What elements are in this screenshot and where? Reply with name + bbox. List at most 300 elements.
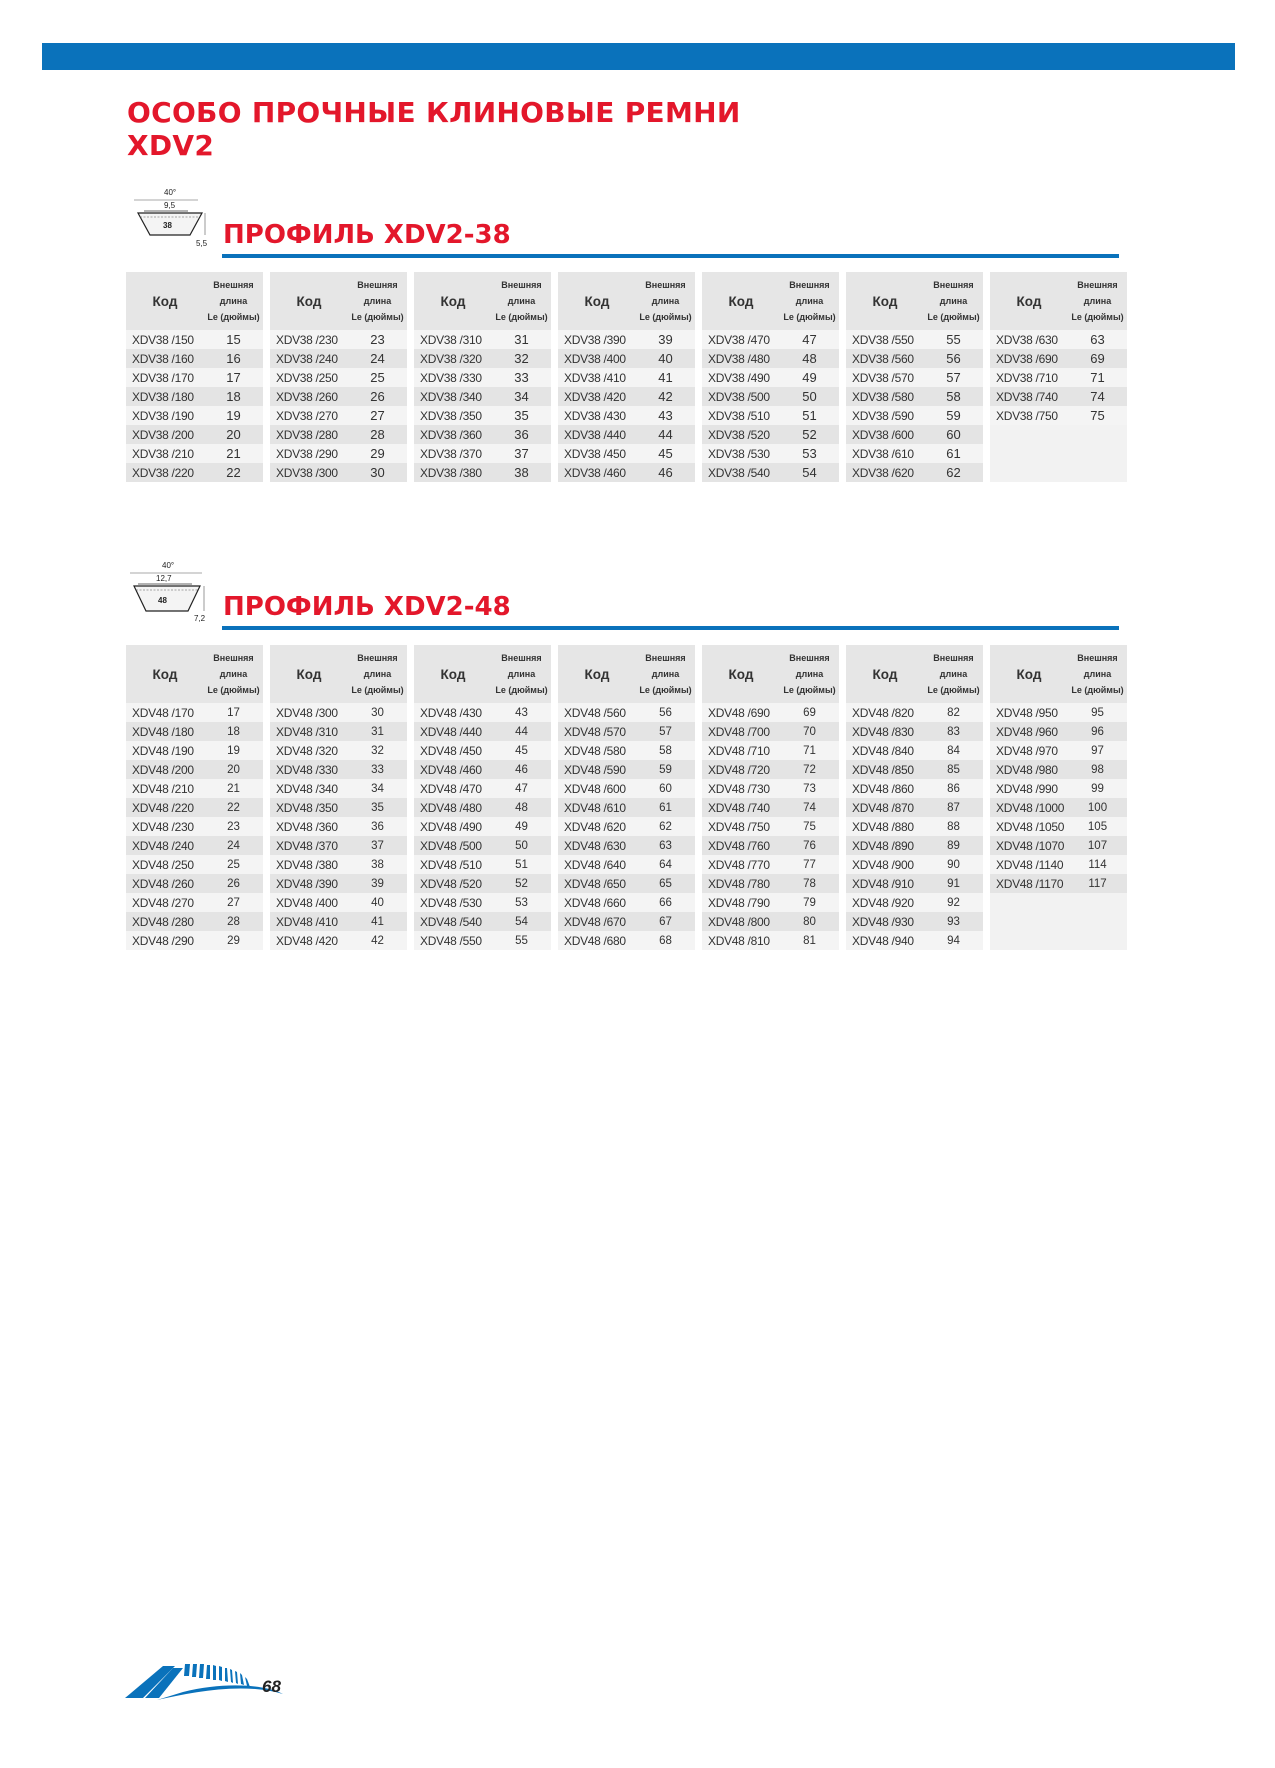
belt-code-cell: XDV38 /190 <box>132 408 194 423</box>
header-length <box>1068 277 1127 325</box>
belt-length-cell: 22 <box>227 801 240 814</box>
table-row <box>270 779 407 798</box>
belt-code-cell: XDV48 /470 <box>420 781 482 796</box>
length-table-column <box>558 645 695 950</box>
table-body <box>846 703 983 950</box>
belt-length-cell: 27 <box>227 896 240 909</box>
belt-length-cell: 33 <box>514 370 529 385</box>
belt-length-cell: 69 <box>1090 351 1105 366</box>
header-length-line: Внешняя <box>645 653 686 663</box>
table-row <box>702 722 839 741</box>
belt-length-cell: 40 <box>371 896 384 909</box>
table-row <box>558 444 695 463</box>
belt-profile-diagram-48 <box>126 559 216 639</box>
belt-length-cell: 19 <box>227 744 240 757</box>
table-row <box>558 760 695 779</box>
belt-code-cell: XDV38 /590 <box>852 408 914 423</box>
table-body <box>414 703 551 950</box>
table-row <box>414 779 551 798</box>
belt-length-cell: 85 <box>947 763 960 776</box>
table-row <box>126 798 263 817</box>
belt-length-cell: 25 <box>370 370 385 385</box>
table-row <box>846 836 983 855</box>
table-row <box>270 855 407 874</box>
belt-length-cell: 77 <box>803 858 816 871</box>
belt-code-cell: XDV48 /590 <box>564 762 626 777</box>
header-code: Код <box>1016 293 1042 309</box>
belt-length-cell: 26 <box>227 877 240 890</box>
table-row <box>126 817 263 836</box>
length-table-column <box>126 645 263 950</box>
table-row <box>126 779 263 798</box>
belt-code-cell: XDV48 /240 <box>132 838 194 853</box>
belt-code-cell: XDV48 /430 <box>420 705 482 720</box>
belt-length-cell: 52 <box>802 427 817 442</box>
header-length-line: длина <box>219 296 248 306</box>
table-row <box>126 931 263 950</box>
belt-length-cell: 26 <box>370 389 385 404</box>
belt-length-cell: 65 <box>659 877 672 890</box>
header-code: Код <box>728 293 754 309</box>
table-header <box>270 645 407 703</box>
belt-length-cell: 63 <box>659 839 672 852</box>
belt-length-cell: 15 <box>226 332 241 347</box>
table-row <box>270 722 407 741</box>
belt-length-cell: 38 <box>371 858 384 871</box>
belt-length-cell: 39 <box>658 332 673 347</box>
belt-length-cell: 40 <box>658 351 673 366</box>
belt-length-cell: 44 <box>658 427 673 442</box>
belt-length-cell: 28 <box>227 915 240 928</box>
belt-length-cell: 87 <box>947 801 960 814</box>
belt-code-cell: XDV38 /310 <box>420 332 482 347</box>
belt-length-cell: 59 <box>946 408 961 423</box>
belt-code-cell: XDV48 /250 <box>132 857 194 872</box>
header-length-line: длина <box>363 296 392 306</box>
header-length-line: Внешняя <box>501 653 542 663</box>
header-length <box>348 650 407 698</box>
belt-length-cell: 34 <box>514 389 529 404</box>
table-row <box>414 425 551 444</box>
table-row <box>558 463 695 482</box>
header-code: Код <box>872 293 898 309</box>
length-table-column <box>702 272 839 482</box>
belt-length-cell: 54 <box>515 915 528 928</box>
table-row <box>990 855 1127 874</box>
length-table-column <box>990 272 1127 482</box>
belt-length-cell: 49 <box>802 370 817 385</box>
table-row <box>558 387 695 406</box>
header-length-line: длина <box>1083 669 1112 679</box>
belt-code-cell: XDV48 /560 <box>564 705 626 720</box>
profile-section-xdv2-38 <box>126 186 1124 486</box>
belt-code-cell: XDV48 /1140 <box>996 857 1064 872</box>
belt-length-cell: 18 <box>227 725 240 738</box>
belt-code-cell: XDV48 /600 <box>564 781 626 796</box>
belt-length-cell: 47 <box>515 782 528 795</box>
table-header <box>558 272 695 330</box>
table-row <box>846 893 983 912</box>
table-row <box>702 836 839 855</box>
belt-length-cell: 59 <box>659 763 672 776</box>
profile-title: ПРОФИЛЬ XDV2-38 <box>223 220 511 250</box>
belt-length-cell: 38 <box>514 465 529 480</box>
length-table-column <box>414 645 551 950</box>
belt-length-cell: 61 <box>946 446 961 461</box>
belt-length-cell: 64 <box>659 858 672 871</box>
header-length-line: Внешняя <box>213 280 254 290</box>
header-length-line: длина <box>939 296 968 306</box>
table-row <box>846 463 983 482</box>
belt-code-cell: XDV48 /680 <box>564 933 626 948</box>
table-header <box>990 272 1127 330</box>
length-table-column <box>846 645 983 950</box>
table-row <box>702 406 839 425</box>
belt-code-cell: XDV38 /630 <box>996 332 1058 347</box>
belt-code-cell: XDV38 /280 <box>276 427 338 442</box>
diagram-height: 5,5 <box>196 239 208 248</box>
table-row <box>702 931 839 950</box>
belt-code-cell: XDV48 /1170 <box>996 876 1064 891</box>
table-row <box>414 912 551 931</box>
table-row <box>558 855 695 874</box>
belt-code-cell: XDV48 /870 <box>852 800 914 815</box>
table-row <box>990 760 1127 779</box>
belt-length-cell: 17 <box>226 370 241 385</box>
belt-code-cell: XDV48 /540 <box>420 914 482 929</box>
header-length-line: Le (дюймы) <box>495 685 548 695</box>
table-row <box>702 893 839 912</box>
table-row <box>702 798 839 817</box>
page-title-line-1: ОСОБО ПРОЧНЫЕ КЛИНОВЫЕ РЕМНИ <box>127 96 741 129</box>
profile-underline <box>222 254 1119 258</box>
table-row <box>126 330 263 349</box>
belt-code-cell: XDV38 /750 <box>996 408 1058 423</box>
table-row <box>270 425 407 444</box>
table-row <box>990 368 1127 387</box>
table-row <box>702 425 839 444</box>
header-length <box>780 650 839 698</box>
table-row <box>990 817 1127 836</box>
table-row <box>846 444 983 463</box>
header-length <box>636 277 695 325</box>
table-row <box>558 836 695 855</box>
belt-length-cell: 71 <box>1090 370 1105 385</box>
table-row <box>558 330 695 349</box>
profile-underline <box>222 626 1119 630</box>
belt-code-cell: XDV48 /630 <box>564 838 626 853</box>
table-row <box>846 741 983 760</box>
table-row <box>846 779 983 798</box>
table-row <box>558 741 695 760</box>
table-body <box>990 703 1127 893</box>
belt-code-cell: XDV48 /790 <box>708 895 770 910</box>
belt-length-cell: 84 <box>947 744 960 757</box>
belt-code-cell: XDV48 /950 <box>996 705 1058 720</box>
table-row <box>846 760 983 779</box>
header-length-line: длина <box>795 296 824 306</box>
belt-length-cell: 23 <box>370 332 385 347</box>
belt-length-cell: 53 <box>802 446 817 461</box>
table-row <box>126 425 263 444</box>
belt-code-cell: XDV48 /570 <box>564 724 626 739</box>
belt-length-cell: 52 <box>515 877 528 890</box>
header-length <box>636 650 695 698</box>
table-header <box>702 645 839 703</box>
belt-code-cell: XDV48 /340 <box>276 781 338 796</box>
belt-code-cell: XDV48 /970 <box>996 743 1058 758</box>
header-length-line: Внешняя <box>357 280 398 290</box>
belt-length-cell: 86 <box>947 782 960 795</box>
belt-length-cell: 88 <box>947 820 960 833</box>
table-row <box>270 893 407 912</box>
top-blue-bar <box>42 43 1235 70</box>
table-row <box>270 836 407 855</box>
header-length <box>492 277 551 325</box>
table-row <box>126 741 263 760</box>
header-code: Код <box>440 666 466 682</box>
belt-length-cell: 94 <box>947 934 960 947</box>
belt-code-cell: XDV48 /550 <box>420 933 482 948</box>
table-row <box>990 722 1127 741</box>
belt-length-cell: 21 <box>227 782 240 795</box>
table-row <box>558 931 695 950</box>
belt-code-cell: XDV38 /550 <box>852 332 914 347</box>
table-row <box>126 893 263 912</box>
belt-length-cell: 37 <box>371 839 384 852</box>
diagram-angle: 40° <box>162 561 175 570</box>
table-row <box>702 703 839 722</box>
length-table-column <box>270 645 407 950</box>
belt-code-cell: XDV38 /690 <box>996 351 1058 366</box>
header-code: Код <box>728 666 754 682</box>
table-header <box>558 645 695 703</box>
table-row <box>558 368 695 387</box>
belt-code-cell: XDV48 /220 <box>132 800 194 815</box>
table-row <box>846 722 983 741</box>
belt-length-cell: 36 <box>514 427 529 442</box>
table-row <box>846 330 983 349</box>
header-length-line: Внешняя <box>1077 280 1118 290</box>
belt-length-cell: 74 <box>803 801 816 814</box>
belt-length-cell: 35 <box>514 408 529 423</box>
belt-code-cell: XDV38 /740 <box>996 389 1058 404</box>
length-table-column <box>990 645 1127 950</box>
table-row <box>270 330 407 349</box>
table-row <box>990 703 1127 722</box>
belt-length-cell: 42 <box>371 934 384 947</box>
belt-length-cell: 71 <box>803 744 816 757</box>
belt-code-cell: XDV48 /190 <box>132 743 194 758</box>
header-length-line: Внешняя <box>357 653 398 663</box>
table-body <box>126 703 263 950</box>
belt-code-cell: XDV38 /710 <box>996 370 1058 385</box>
table-row <box>558 779 695 798</box>
belt-length-cell: 49 <box>515 820 528 833</box>
header-length-line: Le (дюймы) <box>207 685 260 695</box>
table-row <box>414 444 551 463</box>
belt-code-cell: XDV48 /260 <box>132 876 194 891</box>
header-code: Код <box>152 293 178 309</box>
belt-length-cell: 117 <box>1088 877 1107 890</box>
table-row <box>702 349 839 368</box>
table-row <box>270 387 407 406</box>
belt-code-cell: XDV48 /920 <box>852 895 914 910</box>
belt-code-cell: XDV38 /290 <box>276 446 338 461</box>
table-body <box>558 330 695 482</box>
table-row <box>270 912 407 931</box>
length-table-column <box>846 272 983 482</box>
belt-code-cell: XDV48 /420 <box>276 933 338 948</box>
belt-length-cell: 30 <box>370 465 385 480</box>
table-row <box>270 874 407 893</box>
header-length-line: Внешняя <box>933 653 974 663</box>
belt-code-cell: XDV38 /360 <box>420 427 482 442</box>
belt-length-cell: 80 <box>803 915 816 928</box>
belt-code-cell: XDV48 /850 <box>852 762 914 777</box>
header-length-line: Внешняя <box>645 280 686 290</box>
belt-code-cell: XDV48 /390 <box>276 876 338 891</box>
length-table-column <box>414 272 551 482</box>
belt-length-cell: 20 <box>226 427 241 442</box>
belt-code-cell: XDV48 /740 <box>708 800 770 815</box>
belt-code-cell: XDV48 /350 <box>276 800 338 815</box>
belt-code-cell: XDV48 /500 <box>420 838 482 853</box>
belt-length-cell: 23 <box>227 820 240 833</box>
table-body <box>846 330 983 482</box>
table-row <box>414 855 551 874</box>
belt-code-cell: XDV48 /650 <box>564 876 626 891</box>
header-code: Код <box>872 666 898 682</box>
table-row <box>414 463 551 482</box>
belt-length-cell: 67 <box>659 915 672 928</box>
table-row <box>126 387 263 406</box>
belt-length-cell: 45 <box>658 446 673 461</box>
belt-length-cell: 53 <box>515 896 528 909</box>
belt-length-cell: 72 <box>803 763 816 776</box>
belt-length-cell: 90 <box>947 858 960 871</box>
belt-length-cell: 35 <box>371 801 384 814</box>
table-row <box>414 368 551 387</box>
header-length-line: длина <box>507 669 536 679</box>
belt-code-cell: XDV38 /500 <box>708 389 770 404</box>
table-row <box>270 349 407 368</box>
table-row <box>270 931 407 950</box>
belt-code-cell: XDV48 /710 <box>708 743 770 758</box>
belt-length-cell: 39 <box>371 877 384 890</box>
table-row <box>702 760 839 779</box>
table-row <box>558 817 695 836</box>
belt-code-cell: XDV48 /930 <box>852 914 914 929</box>
table-row <box>846 703 983 722</box>
header-length-line: Le (дюймы) <box>495 312 548 322</box>
belt-length-cell: 62 <box>946 465 961 480</box>
belt-length-cell: 43 <box>658 408 673 423</box>
belt-length-cell: 58 <box>659 744 672 757</box>
table-row <box>846 798 983 817</box>
belt-code-cell: XDV38 /570 <box>852 370 914 385</box>
length-table-column <box>126 272 263 482</box>
belt-length-cell: 57 <box>946 370 961 385</box>
table-row <box>702 444 839 463</box>
belt-length-cell: 107 <box>1087 839 1108 852</box>
header-length-line: Внешняя <box>789 653 830 663</box>
belt-code-cell: XDV38 /540 <box>708 465 770 480</box>
belt-length-cell: 37 <box>514 446 529 461</box>
belt-code-cell: XDV48 /760 <box>708 838 770 853</box>
table-body <box>990 330 1127 425</box>
table-row <box>990 330 1127 349</box>
belt-code-cell: XDV48 /480 <box>420 800 482 815</box>
belt-code-cell: XDV38 /420 <box>564 389 626 404</box>
belt-code-cell: XDV38 /490 <box>708 370 770 385</box>
header-length-line: длина <box>939 669 968 679</box>
profile-title: ПРОФИЛЬ XDV2-48 <box>223 592 511 622</box>
table-row <box>558 874 695 893</box>
table-header <box>846 645 983 703</box>
belt-length-cell: 42 <box>658 389 673 404</box>
table-row <box>990 406 1127 425</box>
belt-code-cell: XDV48 /940 <box>852 933 914 948</box>
header-length-line: длина <box>795 669 824 679</box>
table-row <box>414 703 551 722</box>
belt-length-cell: 20 <box>227 763 240 776</box>
table-row <box>126 912 263 931</box>
header-length-line: длина <box>651 669 680 679</box>
table-row <box>846 368 983 387</box>
belt-length-cell: 75 <box>1090 408 1105 423</box>
table-row <box>126 722 263 741</box>
belt-code-cell: XDV48 /880 <box>852 819 914 834</box>
header-length <box>780 277 839 325</box>
table-row <box>126 463 263 482</box>
table-header <box>990 645 1127 703</box>
belt-code-cell: XDV48 /490 <box>420 819 482 834</box>
table-row <box>702 387 839 406</box>
table-row <box>126 349 263 368</box>
belt-length-cell: 114 <box>1088 858 1107 871</box>
belt-code-cell: XDV38 /240 <box>276 351 338 366</box>
table-row <box>702 912 839 931</box>
table-row <box>414 722 551 741</box>
belt-length-cell: 63 <box>1090 332 1105 347</box>
header-length-line: Le (дюймы) <box>639 312 692 322</box>
belt-code-cell: XDV38 /510 <box>708 408 770 423</box>
belt-length-cell: 28 <box>370 427 385 442</box>
belt-code-cell: XDV48 /780 <box>708 876 770 891</box>
table-row <box>126 760 263 779</box>
belt-length-cell: 32 <box>514 351 529 366</box>
table-header <box>414 645 551 703</box>
table-row <box>990 874 1127 893</box>
header-length-line: Le (дюймы) <box>927 312 980 322</box>
header-length-line: длина <box>363 669 392 679</box>
table-row <box>702 874 839 893</box>
belt-code-cell: XDV38 /180 <box>132 389 194 404</box>
diagram-angle: 40° <box>164 188 177 197</box>
belt-tables <box>126 645 1127 950</box>
length-table-column <box>270 272 407 482</box>
belt-code-cell: XDV38 /560 <box>852 351 914 366</box>
belt-length-cell: 97 <box>1091 744 1104 757</box>
table-row <box>414 893 551 912</box>
table-row <box>558 912 695 931</box>
table-row <box>270 368 407 387</box>
table-row <box>414 387 551 406</box>
belt-length-cell: 82 <box>947 706 960 719</box>
table-row <box>846 912 983 931</box>
table-row <box>558 722 695 741</box>
